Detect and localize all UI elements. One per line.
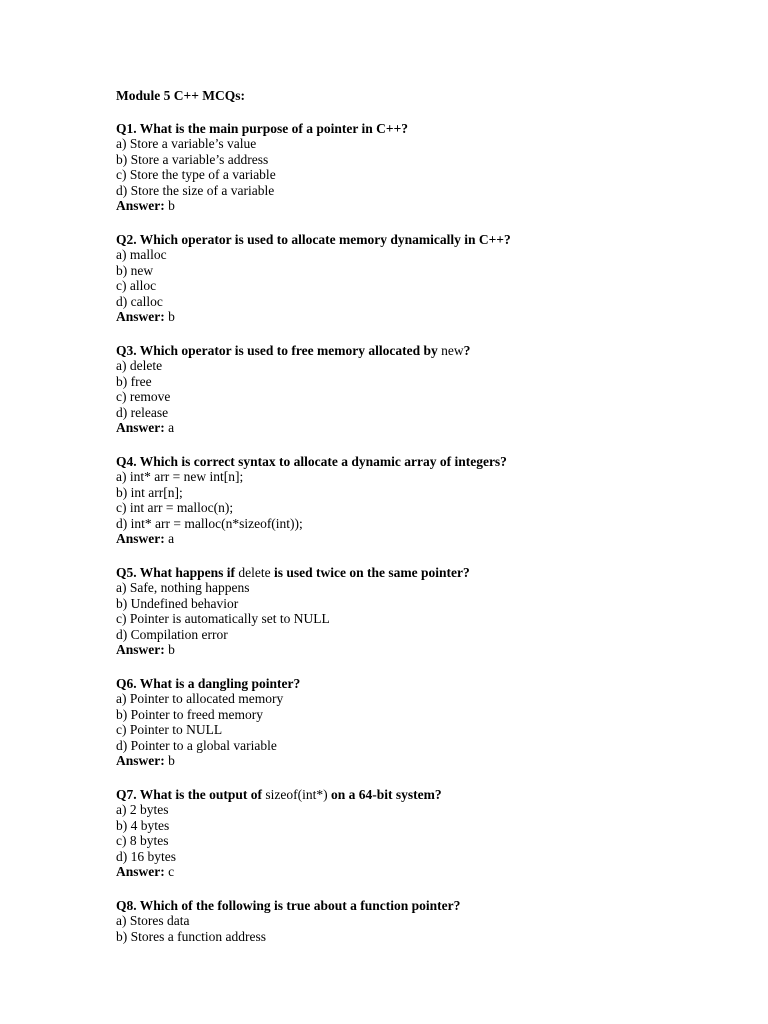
option-b: b) 4 bytes <box>116 817 170 833</box>
option-d: d) Pointer to a global variable <box>116 737 277 753</box>
document-title: Module 5 C++ MCQs: <box>116 88 246 103</box>
question-text-part: Q6. What is a dangling pointer? <box>116 675 301 691</box>
question-text-part: Q2. Which operator is used to allocate memory dynamically in C++? <box>116 231 511 247</box>
answer-label: Answer: <box>116 531 165 546</box>
question-text-part: is used twice on the same pointer? <box>270 564 470 580</box>
answer-value: b <box>164 753 175 768</box>
answer-line <box>116 531 736 547</box>
option-d: d) Store the size of a variable <box>116 182 275 198</box>
code-keyword: sizeof(int*) <box>265 786 328 802</box>
question-text <box>116 898 736 914</box>
question-3 <box>116 343 736 436</box>
option-b: b) free <box>116 373 152 389</box>
answer-label: Answer: <box>116 309 165 324</box>
question-text-part: on a 64-bit system? <box>327 786 442 802</box>
option-c: c) remove <box>116 389 171 404</box>
option-a: a) delete <box>116 358 163 373</box>
option-b: b) int arr[n]; <box>116 484 183 500</box>
answer-value: b <box>164 309 175 324</box>
answer-line <box>116 642 736 658</box>
question-text-part: Q4. Which is correct syntax to allocate a dynamic array of integers? <box>116 453 507 469</box>
option-a: a) Pointer to allocated memory <box>116 691 284 706</box>
question-text <box>116 676 736 692</box>
answer-value: a <box>164 420 175 435</box>
option-a: a) Store a variable’s value <box>116 136 257 151</box>
question-text-part: ? <box>463 342 471 358</box>
option-c: c) int arr = malloc(n); <box>116 500 234 515</box>
option-a: a) malloc <box>116 247 167 262</box>
question-text <box>116 121 736 137</box>
question-text-part: Q3. Which operator is used to free memory allocated by <box>116 342 442 358</box>
answer-value: c <box>164 864 175 879</box>
question-4 <box>116 454 736 547</box>
option-b: b) Stores a function address <box>116 928 266 944</box>
option-a: a) Stores data <box>116 913 190 928</box>
answer-label: Answer: <box>116 642 165 657</box>
option-d: d) 16 bytes <box>116 848 176 864</box>
question-text <box>116 454 736 470</box>
option-b: b) Undefined behavior <box>116 595 239 611</box>
option-a: a) int* arr = new int[n]; <box>116 469 244 484</box>
question-text <box>116 232 736 248</box>
option-c: c) Pointer to NULL <box>116 722 223 737</box>
option-b: b) Pointer to freed memory <box>116 706 263 722</box>
option-a: a) Safe, nothing happens <box>116 580 250 595</box>
code-keyword: new <box>441 342 464 358</box>
question-8 <box>116 898 736 945</box>
option-a: a) 2 bytes <box>116 802 169 817</box>
question-text <box>116 787 736 803</box>
answer-line <box>116 864 736 880</box>
question-text-part: Q1. What is the main purpose of a pointer in C++? <box>116 120 409 136</box>
answer-value: b <box>164 642 175 657</box>
question-1 <box>116 121 736 214</box>
option-d: d) int* arr = malloc(n*sizeof(int)); <box>116 515 303 531</box>
option-b: b) new <box>116 262 154 278</box>
question-text-part: Q7. What is the output of <box>116 786 266 802</box>
document-page <box>116 88 736 962</box>
option-c: c) alloc <box>116 278 157 293</box>
answer-label: Answer: <box>116 753 165 768</box>
option-d: d) release <box>116 404 169 420</box>
option-d: d) Compilation error <box>116 626 228 642</box>
question-text-part: Q8. Which of the following is true about a function pointer? <box>116 897 461 913</box>
question-text <box>116 565 736 581</box>
code-keyword: delete <box>238 564 271 580</box>
question-6 <box>116 676 736 769</box>
answer-line <box>116 753 736 769</box>
question-text <box>116 343 736 359</box>
option-d: d) calloc <box>116 293 163 309</box>
answer-value: b <box>164 198 175 213</box>
option-b: b) Store a variable’s address <box>116 151 269 167</box>
answer-line <box>116 420 736 436</box>
answer-value: a <box>164 531 175 546</box>
option-c: c) Pointer is automatically set to NULL <box>116 611 330 626</box>
answer-label: Answer: <box>116 420 165 435</box>
question-7 <box>116 787 736 880</box>
option-c: c) 8 bytes <box>116 833 169 848</box>
answer-label: Answer: <box>116 864 165 879</box>
answer-label: Answer: <box>116 198 165 213</box>
question-2 <box>116 232 736 325</box>
answer-line <box>116 309 736 325</box>
question-text-part: Q5. What happens if <box>116 564 239 580</box>
question-5 <box>116 565 736 658</box>
option-c: c) Store the type of a variable <box>116 167 276 182</box>
answer-line <box>116 198 736 214</box>
